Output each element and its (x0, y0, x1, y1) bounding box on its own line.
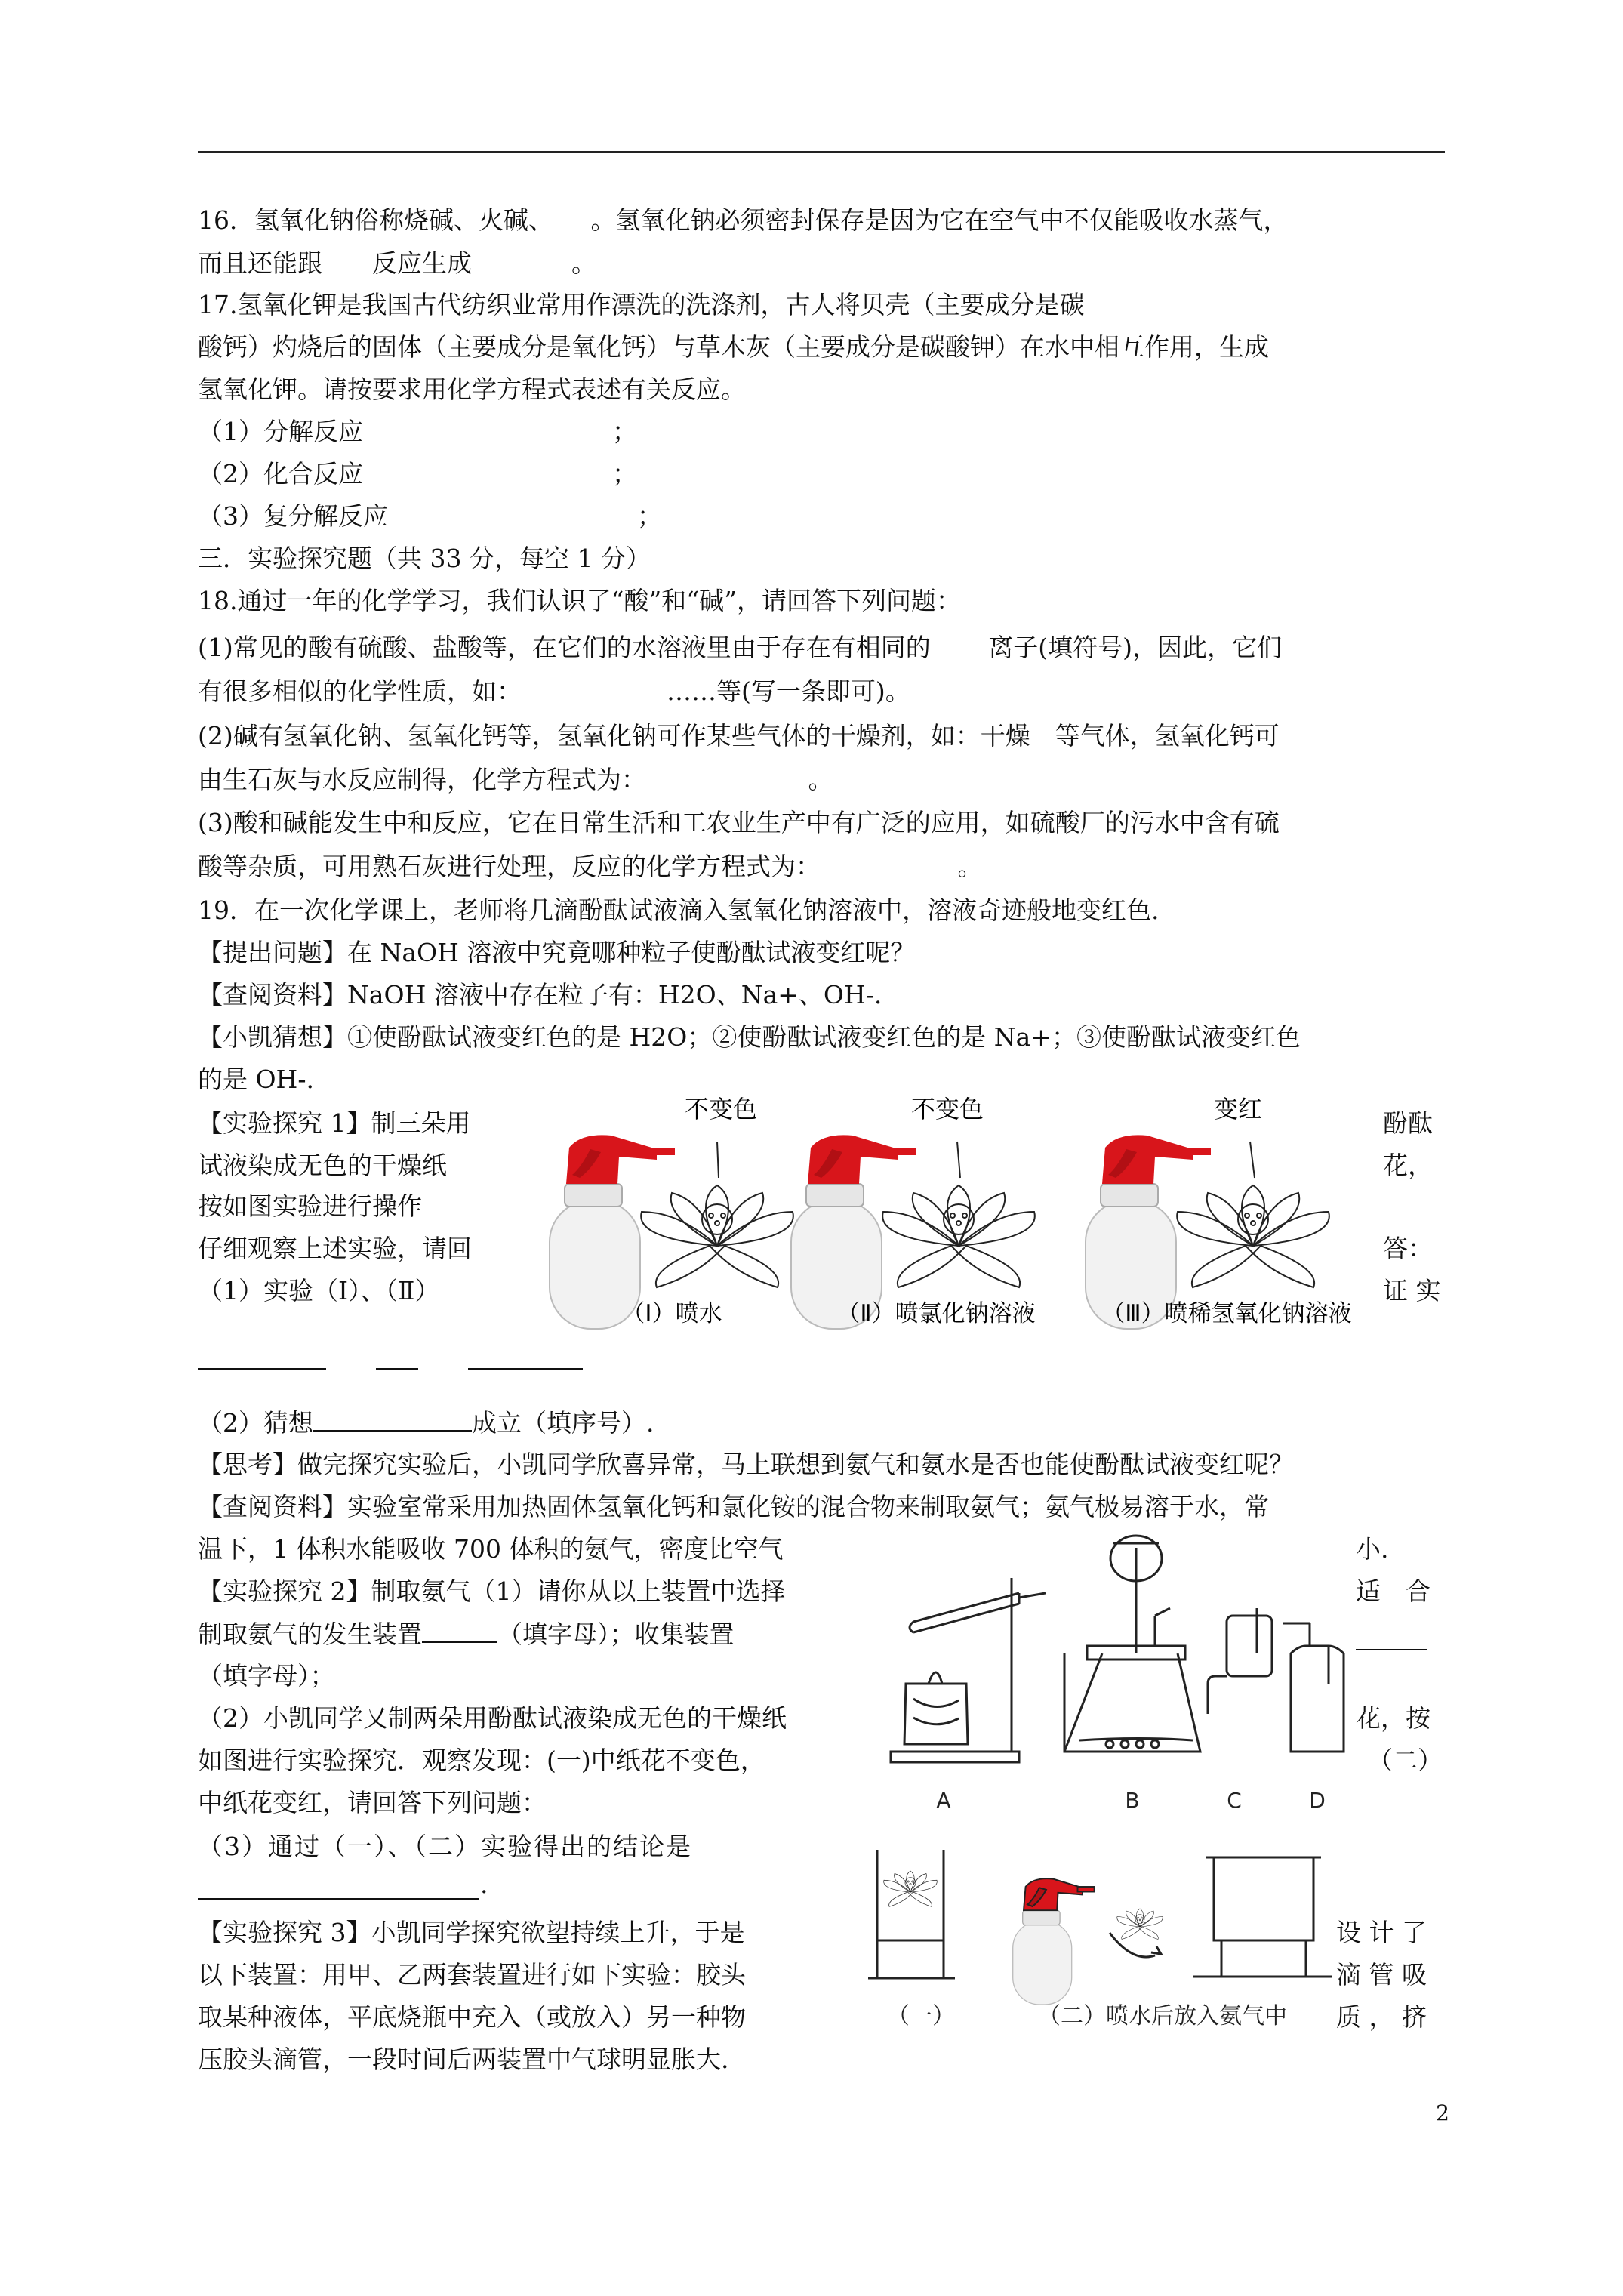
reference-2-line1: 【查阅资料】实验室常采用加热固体氢氧化钙和氯化铵的混合物来制取氨气；氨气极易溶于水，常 (198, 1492, 1269, 1521)
apparatus-label-d: D (1309, 1788, 1326, 1813)
exp2-right-5: （二） (1368, 1746, 1443, 1775)
fig1-label-1: 不变色 (684, 1095, 758, 1123)
q18-part1-line2: 有很多相似的化学性质，如： ……等(写一条即可)。 (198, 676, 910, 706)
guess2-suffix: 成立（填序号）. (472, 1408, 654, 1438)
answer-blank-2[interactable] (376, 1368, 418, 1370)
exp2-left-5: 如图进行实验探究．观察发现：(一)中纸花不变色， (198, 1746, 765, 1775)
stand-base (891, 1752, 1019, 1762)
conclusion-blank[interactable] (198, 1898, 479, 1900)
page-number: 2 (1436, 2100, 1449, 2125)
flower-icon-2 (882, 1185, 1035, 1287)
q19-stem: 19．在一次化学课上，老师将几滴酚酞试液滴入氢氧化钠溶液中，溶液奇迹般地变红色. (198, 895, 1160, 925)
q16-line-2: 而且还能跟 反应生成 。 (198, 248, 596, 278)
fig1-caption-3: （Ⅲ）喷稀氢氧化钠溶液 (1101, 1300, 1352, 1327)
jar-flower-icon-2 (1117, 1909, 1163, 1940)
guess2-prefix: （2）猜想 (198, 1408, 313, 1438)
generator-blank[interactable] (422, 1619, 497, 1643)
fig1-label-3: 变红 (1213, 1095, 1263, 1123)
q18-part3-line2: 酸等杂质，可用熟石灰进行处理，反应的化学方程式为： 。 (198, 852, 983, 881)
q19-guess-line2: 的是 OH-. (198, 1065, 314, 1094)
exp1-left-4: 仔细观察上述实验，请回 (198, 1234, 472, 1263)
exp2-right-1: 适 合 (1356, 1576, 1431, 1606)
exp1-right-1: 酚酞 (1383, 1108, 1433, 1138)
exp1-right-5: 证 实 (1383, 1276, 1441, 1305)
q19-ask: 【提出问题】在 NaOH 溶液中究竟哪种粒子使酚酞试液变红呢？ (198, 938, 916, 967)
collector-blank[interactable] (1356, 1649, 1427, 1650)
fig1-label-2: 不变色 (910, 1095, 984, 1123)
exp1-left-5: （1）实验（Ⅰ）、（Ⅱ） (198, 1276, 440, 1305)
exp2-left-6: 中纸花变红，请回答下列问题： (198, 1788, 547, 1817)
exp2-l2-suffix: （填字母）；收集装置 (497, 1620, 735, 1649)
answer-blank-3[interactable] (468, 1368, 583, 1370)
q17-item-2: （2）化合反应 ； (198, 459, 637, 488)
q18-part2-line2: 由生石灰与水反应制得，化学方程式为： 。 (198, 765, 833, 794)
flower-icon-1 (641, 1185, 793, 1287)
exp2-left-3: （填字母）； (198, 1661, 335, 1690)
exp3-left-4: 压胶头滴管，一段时间后两装置中气球明显胀大. (198, 2045, 729, 2074)
q17-item-3: （3）复分解反应 ； (198, 501, 662, 531)
exp2-left-4: （2）小凯同学又制两朵用酚酞试液染成无色的干燥纸 (198, 1703, 787, 1733)
sprayer-icon-4 (1013, 1878, 1095, 2005)
figure-spray-flowers (528, 1087, 1366, 1344)
figure-ammonia-jars (861, 1842, 1351, 2039)
exp1-left-3: 按如图实验进行操作 (198, 1191, 422, 1221)
exp3-left-3: 取某种液体，平底烧瓶中充入（或放入）另一种物 (198, 2002, 746, 2032)
fig3-caption-1: （一） (887, 2003, 955, 2029)
exp1-left-2: 试液染成无色的干燥纸 (198, 1151, 447, 1180)
jar-flower-icon-1 (884, 1871, 938, 1906)
q17-line-3: 氢氧化钾。请按要求用化学方程式表述有关反应。 (198, 374, 746, 404)
reference-2-line2: 温下，1 体积水能吸收 700 体积的氨气，密度比空气 (198, 1534, 784, 1564)
header-rule (198, 151, 1445, 153)
q18-part2-line1: (2)碱有氢氧化钠、氢氧化钙等，氢氧化钠可作某些气体的干燥剂，如：干燥 等气体，氢氧化钙可 (198, 721, 1280, 750)
exp2-right-4: 花，按 (1356, 1703, 1431, 1733)
exp3-left-2: 以下装置：用甲、乙两套装置进行如下实验：胶头 (198, 1960, 746, 1989)
think-line: 【思考】做完探究实验后，小凯同学欣喜异常，马上联想到氨气和氨水是否也能使酚酞试液变红呢？ (198, 1450, 1294, 1479)
exp3-right-3: 质 ， 挤 (1336, 2002, 1427, 2032)
exp2-left-7: （3）通过（一）、（二）实验得出的结论是 (198, 1832, 692, 1861)
q19-guess-line1: 【小凯猜想】①使酚酞试液变红色的是 H2O；②使酚酞试液变红色的是 Na+；③使酚酞试液变红色 (198, 1022, 1301, 1052)
exp1-right-4: 答： (1383, 1234, 1433, 1263)
q18-stem: 18.通过一年的化学学习，我们认识了“酸”和“碱”，请回答下列问题： (198, 586, 961, 615)
conclusion-period: . (480, 1869, 488, 1899)
q18-part3-line1: (3)酸和碱能发生中和反应，它在日常生活和工农业生产中有广泛的应用，如硫酸厂的污水中含有硫 (198, 808, 1280, 837)
exp2-left-1: 【实验探究 2】制取氨气（1）请你从以上装置中选择 (198, 1576, 786, 1606)
guess-answer-blank[interactable] (313, 1407, 472, 1432)
apparatus-label-c: C (1227, 1788, 1242, 1813)
exp2-l2-prefix: 制取氨气的发生装置 (198, 1620, 422, 1649)
exp3-left-1: 【实验探究 3】小凯同学探究欲望持续上升，于是 (198, 1918, 745, 1947)
reference-2-right: 小. (1356, 1534, 1389, 1564)
apparatus-label-a: A (936, 1788, 951, 1813)
exp1-right-2: 花， (1383, 1151, 1433, 1180)
flower-icon-3 (1177, 1185, 1329, 1287)
exp3-right-1: 设 计 了 (1336, 1918, 1427, 1947)
fig1-caption-2: （Ⅱ）喷氯化钠溶液 (836, 1300, 1036, 1327)
q17-line-2: 酸钙）灼烧后的固体（主要成分是氧化钙）与草木灰（主要成分是碳酸钾）在水中相互作用，生成 (198, 332, 1269, 362)
section-3-heading: 三．实验探究题（共 33 分，每空 1 分） (198, 544, 651, 573)
apparatus-label-b: B (1125, 1788, 1140, 1813)
answer-blank-1[interactable] (198, 1368, 326, 1370)
q17-item-1: （1）分解反应 ； (198, 417, 637, 446)
q17-line-1: 17.氢氧化钾是我国古代纺织业常用作漂洗的洗涤剂，古人将贝壳（主要成分是碳 (198, 290, 1085, 319)
exp2-left-2 (198, 1619, 735, 1650)
q16-line-1: 16．氢氧化钠俗称烧碱、火碱、 。氢氧化钠必须密封保存是因为它在空气中不仅能吸收水蒸气， (198, 205, 1289, 235)
exp3-right-2: 滴 管 吸 (1336, 1960, 1427, 1989)
q19-guess-answer-line (198, 1407, 654, 1438)
figure-apparatus (883, 1533, 1351, 1820)
exp1-left-1: 【实验探究 1】制三朵用 (198, 1108, 471, 1138)
fig1-caption-1: （Ⅰ）喷水 (621, 1300, 722, 1327)
fig3-caption-2: （二）喷水后放入氨气中 (1038, 2003, 1287, 2029)
q18-part1-line1: (1)常见的酸有硫酸、盐酸等，在它们的水溶液里由于存在有相同的 离子(填符号)，因此，它们 (198, 633, 1282, 662)
q19-reference-1: 【查阅资料】NaOH 溶液中存在粒子有：H2O、Na+、OH-. (198, 980, 882, 1009)
